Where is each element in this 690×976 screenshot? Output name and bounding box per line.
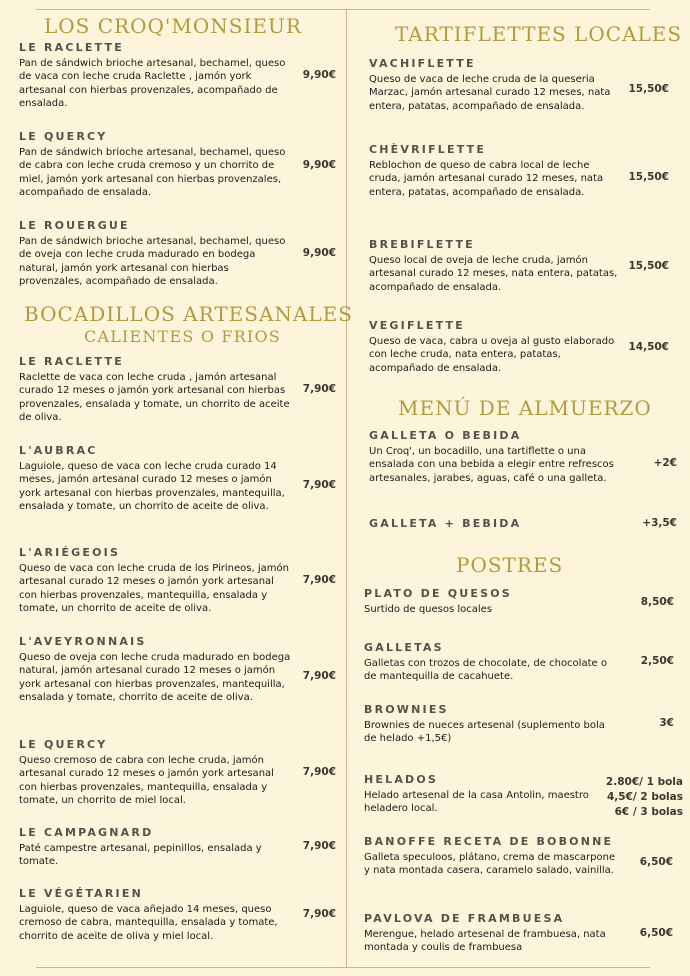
item-price: 9,90€ [302,69,336,81]
menu-item [19,355,294,425]
item-name: LE QUERCY [19,738,108,751]
menu-item [369,238,619,294]
item-price: 7,90€ [302,479,336,491]
item-price: 7,90€ [302,840,336,852]
item-name: GALLETA O BEBIDA [369,429,522,442]
item-name: GALLETA + BEBIDA [369,517,522,530]
menu-item [369,57,619,113]
item-name: VACHIFLETTE [369,57,476,70]
item-name: BROWNIES [364,703,449,716]
item-name: L'AVEYRONNAIS [19,635,147,648]
item-description: Pan de sándwich brioche artesanal, bechamel, queso de cabra con leche cruda cremoso y un chorrito de miel, jamón york artesanal con hierbas provenzales, acompañado de ensalada. [19,147,286,199]
item-description: Queso de vaca con leche cruda de los Pirineos, jamón artesanal curado 12 meses o jamón york artesanal con hierbas provenzales, mantequilla, ensalada y tomate, un chorrito de aceite de oliva. [19,563,289,615]
item-description: Merengue, helado artesenal de frambuesa, nata montada y coulis de frambuesa [364,929,606,954]
item-name: L'AUBRAC [19,444,98,457]
item-description: Laguiole, queso de vaca añejado 14 meses, queso cremoso de cabra, mantequilla, ensalada y tomate, chorrito de aceite de oliva y miel local. [19,904,278,942]
item-price: 7,90€ [302,766,336,778]
item-description: Pan de sándwich brioche artesanal, bechamel, queso de vaca con leche cruda Raclette , jamón york artesanal con hierbas provenzales, acompañado de ensalada. [19,58,286,110]
item-name: LE ROUERGUE [19,219,130,232]
helados-prices [606,775,683,820]
item-name: CHÈVRIFLETTE [369,143,487,156]
item-name: LE CAMPAGNARD [19,826,154,839]
item-price: 6,50€ [639,856,673,868]
section-title-croq: LOS CROQ'MONSIEUR [44,14,302,38]
menu-item [364,587,619,616]
bottom-rule [36,967,650,968]
item-price: 7,90€ [302,574,336,586]
item-price: 2,50€ [640,655,674,667]
item-description: Brownies de nueces artesenal (suplemento bola de helado +1,5€) [364,720,605,745]
top-rule [36,9,650,10]
menu-item [19,444,294,514]
item-name: VEGIFLETTE [369,319,465,332]
menu-item [19,738,294,808]
item-name: LE RACLETTE [19,355,124,368]
item-name: LE VÉGÉTARIEN [19,887,143,900]
item-price: 14,50€ [628,341,669,353]
item-description: Queso de oveja con leche cruda madurado en bodega natural, jamón artesanal curado 12 meses o jamón york artesanal con hierbas provenzales, mantequilla, ensalada y tomate, chorrito de aceite de oliva. [19,652,291,704]
item-name: BREBIFLETTE [369,238,475,251]
item-price: 3€ [659,717,674,729]
menu-item [19,546,294,616]
section-title-tartiflettes: TARTIFLETTES LOCALES [395,22,683,46]
item-name: HELADOS [364,773,439,786]
section-title-bocadillos: BOCADILLOS ARTESANALES [24,302,353,326]
price-option: 4,5€/ 2 bolas [606,791,683,803]
menu-item [369,143,619,199]
section-title-almuerzo: MENÚ DE ALMUERZO [398,396,652,420]
item-description: Helado artesenal de la casa Antolin, maestro heladero local. [364,790,589,815]
item-price: 7,90€ [302,908,336,920]
item-description: Laguiole, queso de vaca con leche cruda curado 14 meses, jamón artesanal curado 12 meses o jamón york artesanal con hierbas provenzales, mantequilla, ensalada y tomate, un chorrito de aceite de oliva. [19,461,285,513]
section-title-postres: POSTRES [456,553,564,577]
item-name: L'ARIÉGEOIS [19,546,121,559]
menu-item [19,887,294,943]
item-name: PAVLOVA DE FRAMBUESA [364,912,565,925]
item-price: 7,90€ [302,670,336,682]
price-option: 2.80€/ 1 bola [605,776,683,788]
item-price: +3,5€ [642,517,677,529]
item-description: Un Croq', un bocadillo, una tartiflette o una ensalada con una bebida a elegir entre refrescos artesanales, jarabes, aguas, café o una galleta. [369,446,614,484]
menu-item [19,635,294,705]
item-description: Pan de sándwich brioche artesanal, bechamel, queso de oveja con leche cruda madurado en bodega natural, jamón york artesanal con hierbas provenzales, acompañado de ensalada. [19,236,286,288]
item-description: Paté campestre artesanal, pepinillos, ensalada y tomate. [19,843,262,868]
item-description: Raclette de vaca con leche cruda , jamón artesanal curado 12 meses o jamón york artesanal con hierbas provenzales, ensalada y tomate, un chorrito de aceite de oliva. [19,372,290,424]
item-price: 15,50€ [628,171,669,183]
menu-item [369,429,619,485]
item-price: 8,50€ [640,596,674,608]
item-price: 15,50€ [628,260,669,272]
price-option: 6€ / 3 bolas [614,806,683,818]
item-description: Galleta speculoos, plátano, crema de mascarpone y nata montada casera, caramelo salado, vainilla. [364,852,616,877]
item-name: PLATO DE QUESOS [364,587,512,600]
menu-item [364,641,619,684]
item-name: LE QUERCY [19,130,108,143]
section-subtitle-bocadillos: CALIENTES O FRIOS [84,327,281,346]
menu-item [369,517,619,531]
item-price: 7,90€ [302,383,336,395]
item-description: Queso de vaca, cabra u oveja al gusto elaborado con leche cruda, nata entera, patatas, acompañado de ensalada. [369,336,615,374]
item-description: Surtido de quesos locales [364,604,493,615]
item-description: Galletas con trozos de chocolate, de chocolate o de mantequilla de cacahuete. [364,658,607,683]
item-price: 9,90€ [302,159,336,171]
item-price: 6,50€ [639,927,673,939]
menu-item [364,912,619,955]
item-description: Queso local de oveja de leche cruda, jamón artesanal curado 12 meses, nata entera, patatas, acompañado de ensalada. [369,255,618,293]
item-name: LE RACLETTE [19,41,124,54]
menu-item [369,319,619,375]
menu-item [364,773,594,816]
menu-item [19,41,294,111]
column-divider [346,10,347,967]
menu-item [364,703,619,746]
item-price: +2€ [653,457,677,469]
item-description: Queso cremoso de cabra con leche cruda, jamón artesanal curado 12 meses o jamón york artesanal con hierbas provenzales, mantequilla, ensalada y tomate, un chorrito de miel local. [19,755,274,807]
menu-item [19,130,294,200]
item-description: Reblochon de queso de cabra local de leche cruda, jamón artesanal curado 12 meses, nata entera, patatas, acompañado de ensalada. [369,160,604,198]
item-name: GALLETAS [364,641,444,654]
menu-item [19,826,294,869]
item-description: Queso de vaca de leche cruda de la queseria Marzac, jamón artesanal curado 12 meses, nata entera, patatas, acompañado de ensalada. [369,74,611,112]
item-price: 15,50€ [628,83,669,95]
item-name: BANOFFE RECETA DE BOBONNE [364,835,614,848]
menu-item [364,835,619,878]
menu-item [19,219,294,289]
item-price: 9,90€ [302,247,336,259]
